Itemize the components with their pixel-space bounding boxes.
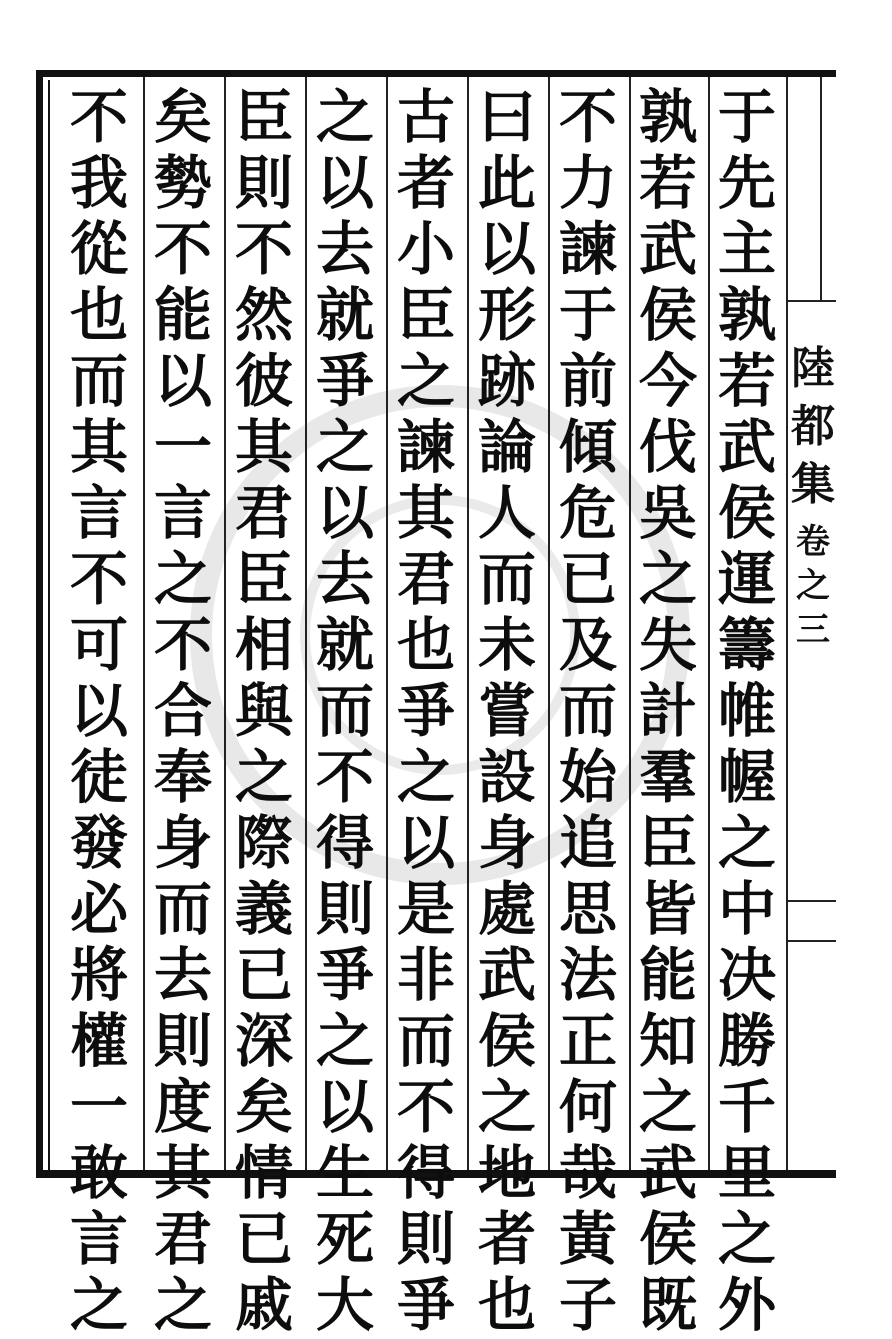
text-char: 奉 (153, 743, 212, 811)
column-separator (143, 77, 145, 1170)
text-column-6 (310, 83, 380, 1339)
text-char: 際 (234, 809, 293, 877)
text-char: 子 (558, 1271, 617, 1339)
text-char: 設 (477, 743, 536, 811)
column-separator (467, 77, 469, 1170)
margin-juan-char: 卷 (796, 522, 830, 562)
text-char: 之 (717, 1205, 776, 1273)
text-char: 若 (638, 149, 697, 217)
margin-volume-label (790, 520, 836, 652)
text-char: 就 (315, 281, 374, 349)
text-char: 者 (477, 1205, 536, 1273)
text-char: 曰 (477, 83, 536, 151)
text-char: 能 (153, 281, 212, 349)
text-char: 法 (558, 941, 617, 1009)
text-char: 君 (396, 545, 455, 613)
text-char: 而 (69, 347, 128, 415)
text-char: 未 (477, 611, 536, 679)
column-separator (629, 77, 631, 1170)
text-char: 之 (315, 83, 374, 151)
text-char: 而 (558, 677, 617, 745)
text-char: 矣 (234, 1073, 293, 1141)
text-char: 去 (315, 545, 374, 613)
text-char: 者 (396, 149, 455, 217)
text-char: 危 (558, 479, 617, 547)
text-char: 及 (558, 611, 617, 679)
frame-left-border (36, 70, 43, 1178)
text-char: 主 (717, 215, 776, 283)
text-char: 爭 (315, 941, 374, 1009)
text-char: 從 (69, 215, 128, 283)
text-char: 幄 (717, 743, 776, 811)
column-separator (708, 77, 710, 1170)
text-char: 之 (396, 347, 455, 415)
text-char: 跡 (477, 347, 536, 415)
text-char: 而 (153, 875, 212, 943)
text-char: 之 (315, 413, 374, 481)
text-char: 運 (717, 545, 776, 613)
text-char: 外 (717, 1271, 776, 1339)
text-char: 力 (558, 149, 617, 217)
text-char: 能 (638, 941, 697, 1009)
text-char: 形 (477, 281, 536, 349)
text-char: 失 (638, 611, 697, 679)
text-char: 就 (315, 611, 374, 679)
text-char: 其 (69, 413, 128, 481)
text-char: 生 (315, 1139, 374, 1207)
text-char: 已 (558, 545, 617, 613)
text-char: 以 (315, 1073, 374, 1141)
text-char: 而 (315, 677, 374, 745)
text-char: 中 (717, 875, 776, 943)
text-char: 不 (234, 215, 293, 283)
text-char: 侯 (477, 1007, 536, 1075)
text-char: 彼 (234, 347, 293, 415)
text-char: 不 (315, 743, 374, 811)
column-separator (224, 77, 226, 1170)
text-char: 相 (234, 611, 293, 679)
text-char: 臣 (638, 809, 697, 877)
text-char: 以 (477, 215, 536, 283)
text-char: 得 (396, 1139, 455, 1207)
text-char: 論 (477, 413, 536, 481)
text-char: 也 (477, 1271, 536, 1339)
text-char: 矣 (153, 83, 212, 151)
text-char: 可 (69, 611, 128, 679)
text-char: 羣 (638, 743, 697, 811)
text-char: 其 (234, 413, 293, 481)
text-char: 孰 (717, 281, 776, 349)
text-char: 深 (234, 1007, 293, 1075)
text-char: 以 (153, 347, 212, 415)
text-char: 不 (396, 1073, 455, 1141)
text-char: 勝 (717, 1007, 776, 1075)
text-char: 嘗 (477, 677, 536, 745)
text-char: 伐 (638, 413, 697, 481)
margin-lower-rule-2 (786, 940, 836, 942)
text-char: 臣 (234, 545, 293, 613)
text-char: 爭 (315, 347, 374, 415)
margin-book-title (790, 340, 836, 514)
text-column-1 (712, 83, 782, 1339)
text-char: 計 (638, 677, 697, 745)
frame-left-inner-border (48, 80, 50, 1172)
text-char: 去 (315, 215, 374, 283)
margin-lower-rule (786, 900, 836, 902)
margin-divider (820, 77, 822, 302)
text-char: 先 (717, 149, 776, 217)
text-char: 勢 (153, 149, 212, 217)
text-column-3 (553, 83, 623, 1339)
text-char: 以 (315, 479, 374, 547)
text-char: 君 (234, 479, 293, 547)
text-column-8 (148, 83, 218, 1339)
text-char: 之 (638, 545, 697, 613)
text-char: 則 (234, 149, 293, 217)
text-char: 黃 (558, 1205, 617, 1273)
text-char: 而 (477, 545, 536, 613)
text-char: 則 (153, 1007, 212, 1075)
text-char: 君 (153, 1205, 212, 1273)
margin-title-char: 集 (791, 459, 835, 510)
text-char: 小 (396, 215, 455, 283)
text-char: 侯 (717, 479, 776, 547)
text-char: 必 (69, 875, 128, 943)
text-char: 武 (477, 941, 536, 1009)
text-char: 既 (638, 1271, 697, 1339)
text-char: 言 (153, 479, 212, 547)
text-char: 此 (477, 149, 536, 217)
text-char: 之 (638, 1073, 697, 1141)
text-char: 里 (717, 1139, 776, 1207)
text-char: 不 (69, 83, 128, 151)
text-char: 死 (315, 1205, 374, 1273)
text-char: 正 (558, 1007, 617, 1075)
text-char: 然 (234, 281, 293, 349)
text-char: 侯 (638, 1205, 697, 1273)
text-char: 始 (558, 743, 617, 811)
text-char: 已 (234, 941, 293, 1009)
text-char: 于 (717, 83, 776, 151)
text-char: 將 (69, 941, 128, 1009)
margin-upper-rule (786, 300, 836, 302)
text-char: 之 (477, 1073, 536, 1141)
margin-juan-char: 三 (796, 610, 830, 650)
column-separator (386, 77, 388, 1170)
text-char: 武 (638, 1139, 697, 1207)
text-char: 一 (69, 1073, 128, 1141)
text-char: 大 (315, 1271, 374, 1339)
text-char: 知 (638, 1007, 697, 1075)
text-char: 我 (69, 149, 128, 217)
text-char: 發 (69, 809, 128, 877)
text-char: 處 (477, 875, 536, 943)
column-separator (548, 77, 550, 1170)
text-char: 其 (153, 1139, 212, 1207)
text-char: 爭 (396, 1271, 455, 1339)
text-char: 帷 (717, 677, 776, 745)
text-char: 敢 (69, 1139, 128, 1207)
text-char: 則 (396, 1205, 455, 1273)
text-char: 諫 (396, 413, 455, 481)
text-char: 言 (69, 479, 128, 547)
text-char: 千 (717, 1073, 776, 1141)
text-char: 不 (153, 215, 212, 283)
text-char: 合 (153, 677, 212, 745)
text-char: 地 (477, 1139, 536, 1207)
text-char: 之 (153, 545, 212, 613)
text-char: 爭 (396, 677, 455, 745)
text-char: 何 (558, 1073, 617, 1141)
text-char: 言 (69, 1205, 128, 1273)
text-char: 人 (477, 479, 536, 547)
text-char: 戚 (234, 1271, 293, 1339)
text-column-5 (391, 83, 461, 1339)
text-char: 也 (396, 611, 455, 679)
text-char: 古 (396, 83, 455, 151)
text-char: 若 (717, 347, 776, 415)
text-column-2 (633, 83, 703, 1339)
text-char: 不 (558, 83, 617, 151)
text-column-9 (64, 83, 134, 1339)
text-char: 哉 (558, 1139, 617, 1207)
text-char: 前 (558, 347, 617, 415)
text-char: 思 (558, 875, 617, 943)
text-char: 决 (717, 941, 776, 1009)
text-char: 去 (153, 941, 212, 1009)
text-column-4 (472, 83, 542, 1339)
text-char: 也 (69, 281, 128, 349)
text-char: 諫 (558, 215, 617, 283)
text-char: 則 (315, 875, 374, 943)
text-char: 徒 (69, 743, 128, 811)
text-char: 情 (234, 1139, 293, 1207)
frame-top-border (36, 70, 836, 77)
text-char: 今 (638, 347, 697, 415)
text-char: 權 (69, 1007, 128, 1075)
text-char: 得 (315, 809, 374, 877)
text-char: 以 (396, 809, 455, 877)
text-char: 之 (717, 809, 776, 877)
text-char: 孰 (638, 83, 697, 151)
text-char: 臣 (396, 281, 455, 349)
text-char: 之 (153, 1271, 212, 1339)
text-char: 不 (153, 611, 212, 679)
text-char: 其 (396, 479, 455, 547)
text-char: 之 (69, 1271, 128, 1339)
text-char: 侯 (638, 281, 697, 349)
margin-title-char: 陸 (791, 343, 835, 394)
text-char: 皆 (638, 875, 697, 943)
margin-juan-char: 之 (796, 566, 830, 606)
text-char: 義 (234, 875, 293, 943)
text-char: 不 (69, 545, 128, 613)
text-char: 武 (638, 215, 697, 283)
text-char: 于 (558, 281, 617, 349)
text-char: 以 (69, 677, 128, 745)
text-char: 一 (153, 413, 212, 481)
text-char: 之 (234, 743, 293, 811)
column-separator (305, 77, 307, 1170)
text-char: 之 (315, 1007, 374, 1075)
text-char: 身 (477, 809, 536, 877)
text-char: 臣 (234, 83, 293, 151)
text-char: 非 (396, 941, 455, 1009)
text-char: 而 (396, 1007, 455, 1075)
text-char: 吳 (638, 479, 697, 547)
text-char: 以 (315, 149, 374, 217)
text-column-7 (229, 83, 299, 1339)
text-char: 武 (717, 413, 776, 481)
text-char: 身 (153, 809, 212, 877)
text-char: 與 (234, 677, 293, 745)
text-char: 之 (396, 743, 455, 811)
text-char: 已 (234, 1205, 293, 1273)
margin-title-char: 都 (791, 401, 835, 452)
text-char: 追 (558, 809, 617, 877)
column-separator (786, 77, 788, 1170)
text-char: 籌 (717, 611, 776, 679)
text-char: 是 (396, 875, 455, 943)
text-char: 傾 (558, 413, 617, 481)
text-char: 度 (153, 1073, 212, 1141)
